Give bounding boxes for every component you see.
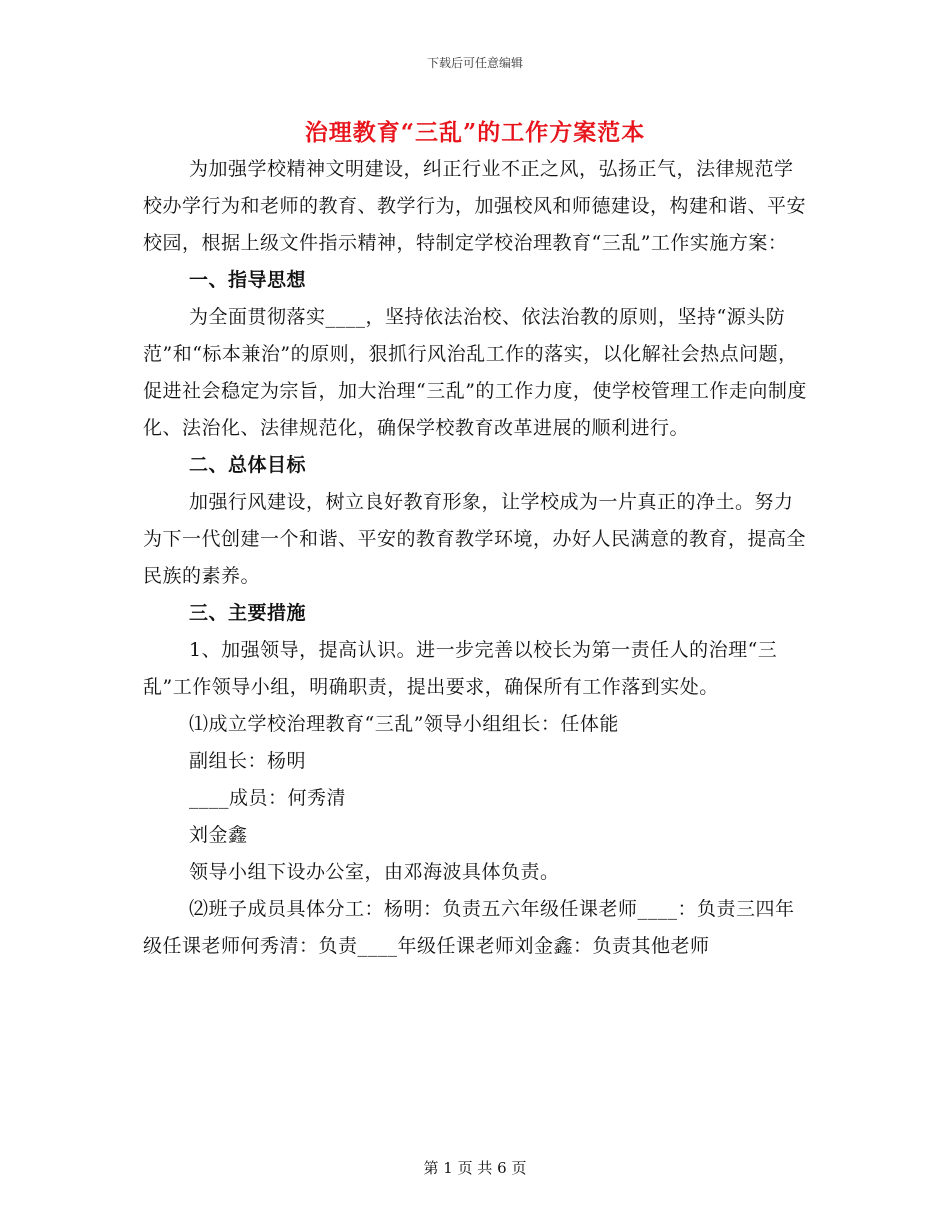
section-1-paragraph: 为全面贯彻落实____，坚持依法治校、依法治教的原则，坚持“源头防范”和“标本兼治”的原则，狠抓行风治乱工作的落实，以化解社会热点问题，促进社会稳定为宗旨，加大治理“三乱”的工作力度，使学校管理工作走向制度化、法治化、法律规范化，确保学校教育改革进展的顺利进行。 — [143, 306, 807, 439]
item-1-vice-leader: 副组长：杨明 — [189, 750, 307, 772]
document-body — [143, 151, 807, 965]
page-number: 第 1 页 共 6 页 — [423, 1159, 527, 1177]
section-2-paragraph: 加强行风建设，树立良好教育形象，让学校成为一片真正的净土。努力为下一代创建一个和谐、平安的教育教学环境，办好人民满意的教育，提高全民族的素养。 — [143, 491, 807, 587]
section-2-heading: 二、总体目标 — [189, 454, 307, 476]
measure-1-paragraph: 1、加强领导，提高认识。进一步完善以校长为第一责任人的治理“三乱”工作领导小组，明确职责，提出要求，确保所有工作落到实处。 — [143, 639, 778, 698]
item-1-leader: ⑴成立学校治理教育“三乱”领导小组组长：任体能 — [189, 713, 619, 735]
header-note: 下载后可任意编辑 — [426, 56, 523, 70]
item-2-paragraph: ⑵班子成员具体分工：杨明：负责五六年级任课老师____：负责三四年级任课老师何秀清：负责____年级任课老师刘金鑫：负责其他老师 — [143, 898, 795, 957]
item-1-member-2: 刘金鑫 — [189, 824, 248, 846]
section-1-heading: 一、指导思想 — [189, 269, 307, 291]
document-title: 治理教育“三乱”的工作方案范本 — [304, 119, 646, 146]
item-1-office: 领导小组下设办公室，由邓海波具体负责。 — [189, 861, 560, 883]
section-3-heading: 三、主要措施 — [189, 602, 307, 624]
intro-paragraph: 为加强学校精神文明建设，纠正行业不正之风，弘扬正气，法律规范学校办学行为和老师的教育、教学行为，加强校风和师德建设，构建和谐、平安校园，根据上级文件指示精神，特制定学校治理教育“三乱”工作实施方案： — [143, 158, 807, 254]
item-1-members: ____成员：何秀清 — [189, 787, 347, 809]
